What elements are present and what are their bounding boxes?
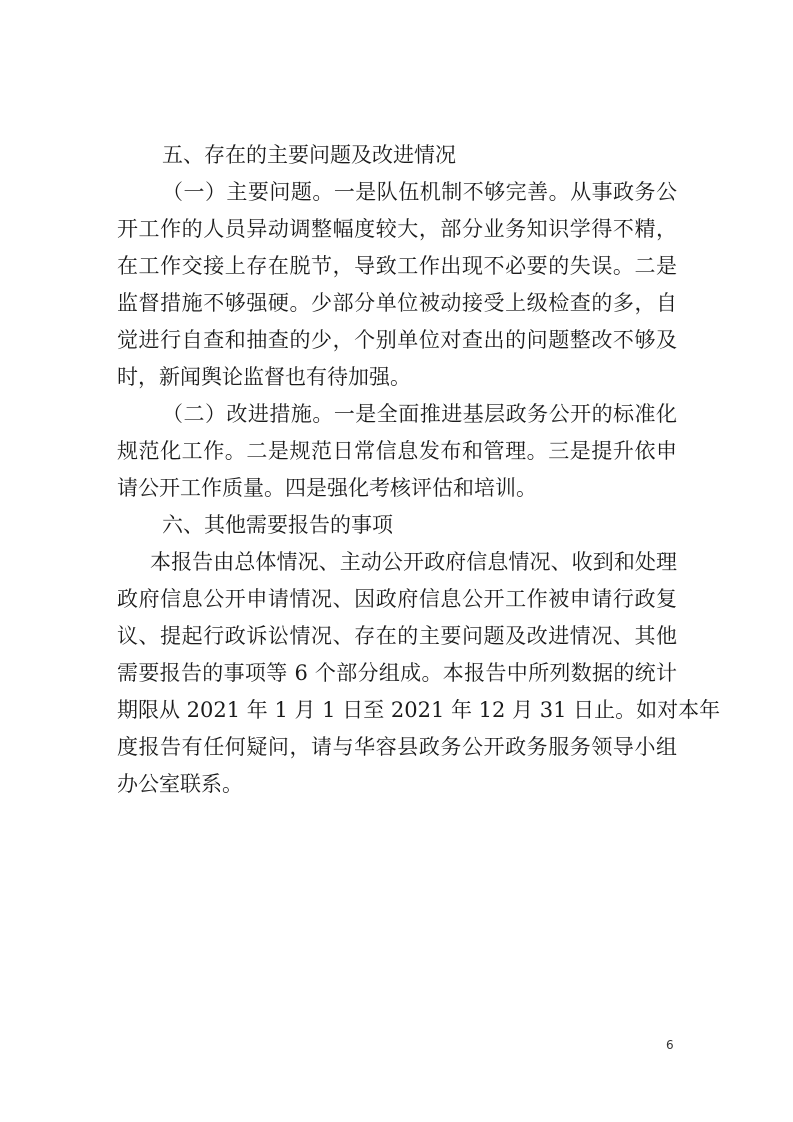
- paragraph-line: 期限从 2021 年 1 月 1 日至 2021 年 12 月 31 日止。如对本年: [117, 698, 721, 722]
- paragraph-line: 请公开工作质量。四是强化考核评估和培训。: [117, 476, 537, 500]
- paragraph-line: 时，新闻舆论监督也有待加强。: [117, 365, 411, 389]
- paragraph-line: 觉进行自查和抽查的少，个别单位对查出的问题整改不够及: [117, 328, 677, 352]
- paragraph-line: （二）改进措施。一是全面推进基层政务公开的标准化: [162, 402, 677, 426]
- paragraph-line: 本报告由总体情况、主动公开政府信息情况、收到和处理: [150, 550, 677, 574]
- paragraph-line: 议、提起行政诉讼情况、存在的主要问题及改进情况、其他: [117, 624, 677, 648]
- paragraph-line: （一）主要问题。一是队伍机制不够完善。从事政务公: [162, 180, 677, 204]
- paragraph-line: 度报告有任何疑问，请与华容县政务公开政务服务领导小组: [117, 735, 677, 759]
- paragraph-line: 监督措施不够强硬。少部分单位被动接受上级检查的多，自: [117, 291, 677, 315]
- paragraph-line: 政府信息公开申请情况、因政府信息公开工作被申请行政复: [117, 587, 677, 611]
- paragraph-line: 在工作交接上存在脱节，导致工作出现不必要的失误。二是: [117, 254, 677, 278]
- paragraph-line: 开工作的人员异动调整幅度较大，部分业务知识学得不精，: [117, 217, 677, 241]
- paragraph-line: 办公室联系。: [117, 772, 243, 796]
- section-heading-other-matters: 六、其他需要报告的事项: [162, 513, 393, 537]
- section-heading-problems: 五、存在的主要问题及改进情况: [162, 143, 456, 167]
- paragraph-line: 需要报告的事项等 6 个部分组成。本报告中所列数据的统计: [117, 661, 677, 685]
- paragraph-line: 规范化工作。二是规范日常信息发布和管理。三是提升依申: [117, 439, 677, 463]
- page-number: 6: [666, 1038, 674, 1052]
